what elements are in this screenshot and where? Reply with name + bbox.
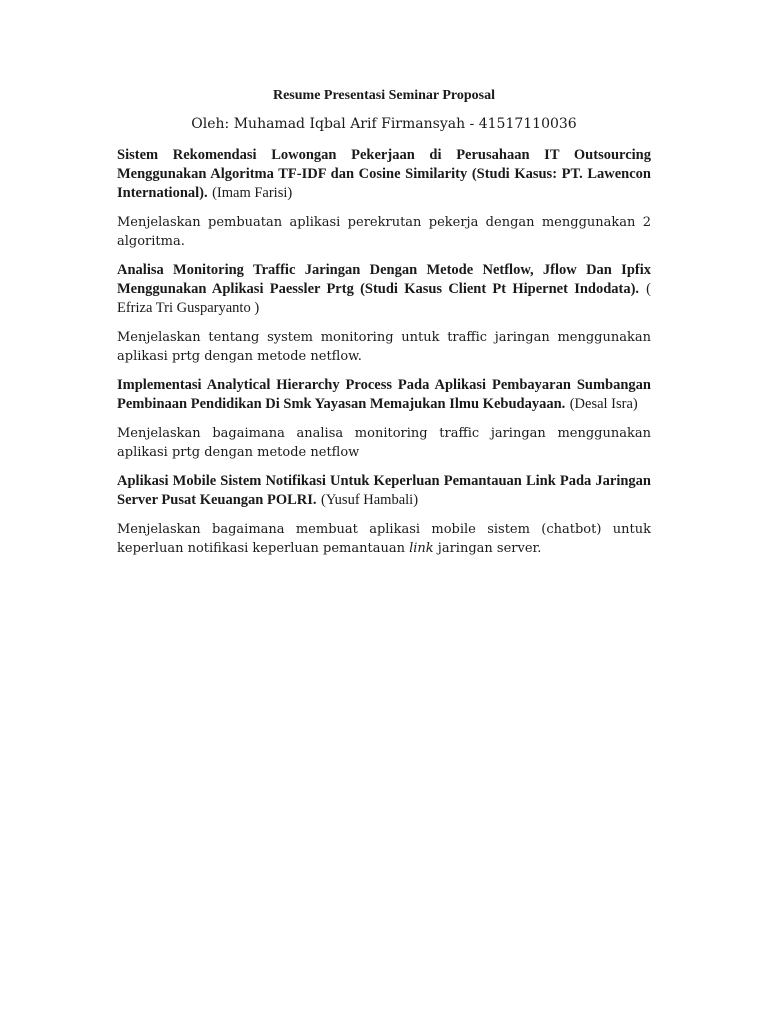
entry-title-3: Implementasi Analytical Hierarchy Process Pada Aplikasi Pembayaran Sumbangan Pembinaan Pendidikan Di Smk Yayasan Memajukan Ilmu Kebudayaan. <box>117 377 651 412</box>
entry-title-4: Aplikasi Mobile Sistem Notifikasi Untuk Keperluan Pemantauan Link Pada Jaringan Server Pusat Keuangan POLRI. <box>117 473 651 508</box>
entry-summary-4-italic: link <box>409 541 434 556</box>
entry-heading-2 <box>117 261 651 318</box>
entry-presenter-2: ( Efriza Tri Gusparyanto ) <box>117 281 651 316</box>
entry-summary-3: Menjelaskan bagaimana analisa monitoring traffic jaringan menggunakan aplikasi prtg dengan metode netflow <box>117 426 651 460</box>
entry-presenter-3: (Desal Isra) <box>569 396 638 412</box>
entry-summary-4-text-b: jaringan server. <box>433 541 542 556</box>
document-title: Resume Presentasi Seminar Proposal <box>272 88 496 103</box>
entry-summary-1: Menjelaskan pembuatan aplikasi perekrutan pekerja dengan menggunakan 2 algoritma. <box>117 215 651 249</box>
entry-title-2: Analisa Monitoring Traffic Jaringan Dengan Metode Netflow, Jflow Dan Ipfix Menggunakan Aplikasi Paessler Prtg (Studi Kasus Client Pt Hipernet Indodata). <box>117 262 651 297</box>
entry-title-1: Sistem Rekomendasi Lowongan Pekerjaan di Perusahaan IT Outsourcing Menggunakan Algoritma TF-IDF dan Cosine Similarity (Studi Kasus: PT. Lawencon International). <box>117 147 651 201</box>
entry-presenter-1: (Imam Farisi) <box>212 185 293 201</box>
entry-summary-4-text-a: Menjelaskan bagaimana membuat aplikasi mobile sistem (chatbot) untuk keperluan notifikasi keperluan pemantauan <box>117 522 651 556</box>
entry-heading-3 <box>117 376 651 414</box>
entry-heading-4 <box>117 472 651 510</box>
document-body <box>117 86 651 568</box>
entry-summary-4 <box>117 520 651 558</box>
entry-summary-2: Menjelaskan tentang system monitoring untuk traffic jaringan menggunakan aplikasi prtg dengan metode netflow. <box>117 330 651 364</box>
author-line: Oleh: Muhamad Iqbal Arif Firmansyah - 41517110036 <box>191 116 577 132</box>
entry-heading-1 <box>117 146 651 203</box>
entry-presenter-4: (Yusuf Hambali) <box>320 492 419 508</box>
